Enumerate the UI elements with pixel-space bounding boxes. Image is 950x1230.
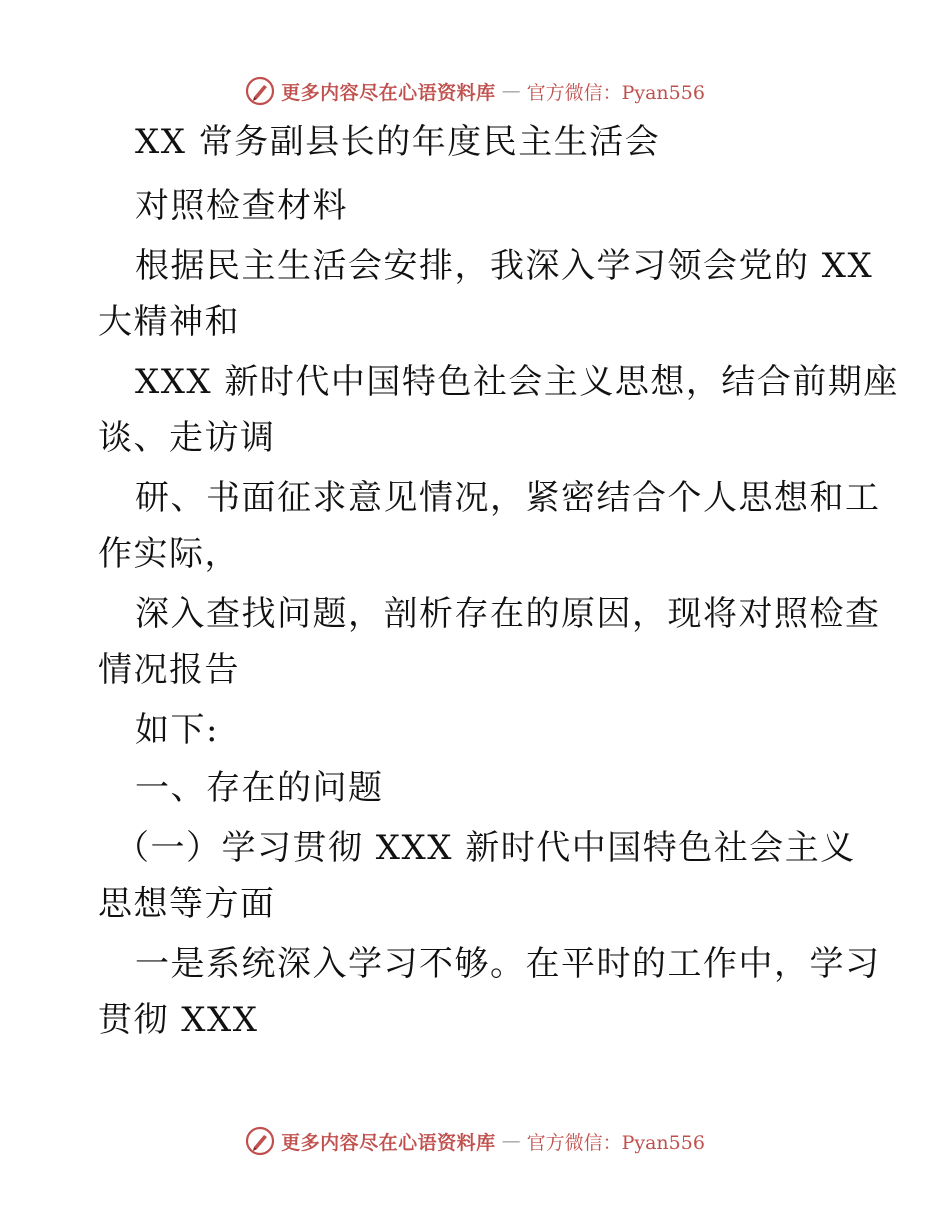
paragraph-line: 贯彻 XXX: [98, 1000, 259, 1040]
banner-dash: —: [501, 80, 521, 102]
paragraph-line: 情况报告: [98, 650, 240, 690]
paragraph-line: 一是系统深入学习不够。在平时的工作中，学习: [135, 944, 881, 984]
paragraph-line: 大精神和: [98, 302, 240, 342]
header-banner: [0, 72, 950, 110]
document-title-line1: XX 常务副县长的年度民主生活会: [135, 122, 661, 162]
banner-text: 更多内容尽在心语资料库: [281, 81, 496, 104]
subsection-heading: （一）学习贯彻 XXX 新时代中国特色社会主义: [115, 828, 856, 868]
section-heading: 一、存在的问题: [135, 768, 384, 808]
pen-logo-icon: [245, 1126, 275, 1156]
banner-contact: 官方微信：Pyan556: [526, 81, 705, 104]
subsection-heading-cont: 思想等方面: [98, 884, 276, 924]
banner-contact: 官方微信：Pyan556: [526, 1131, 705, 1154]
paragraph-line: 深入查找问题，剖析存在的原因，现将对照检查: [135, 594, 881, 634]
footer-banner: [0, 1122, 950, 1160]
document-title-line2: 对照检查材料: [135, 186, 348, 226]
paragraph-line: 作实际，: [98, 534, 240, 574]
paragraph-line: 谈、走访调: [98, 418, 276, 458]
paragraph-line: 根据民主生活会安排，我深入学习领会党的 XX: [135, 246, 874, 286]
paragraph-line: XXX 新时代中国特色社会主义思想，结合前期座: [135, 362, 899, 402]
paragraph-line: 研、书面征求意见情况，紧密结合个人思想和工: [135, 478, 881, 518]
pen-logo-icon: [245, 76, 275, 106]
banner-text: 更多内容尽在心语资料库: [281, 1131, 496, 1154]
paragraph-line: 如下:: [135, 710, 219, 750]
banner-dash: —: [501, 1130, 521, 1152]
